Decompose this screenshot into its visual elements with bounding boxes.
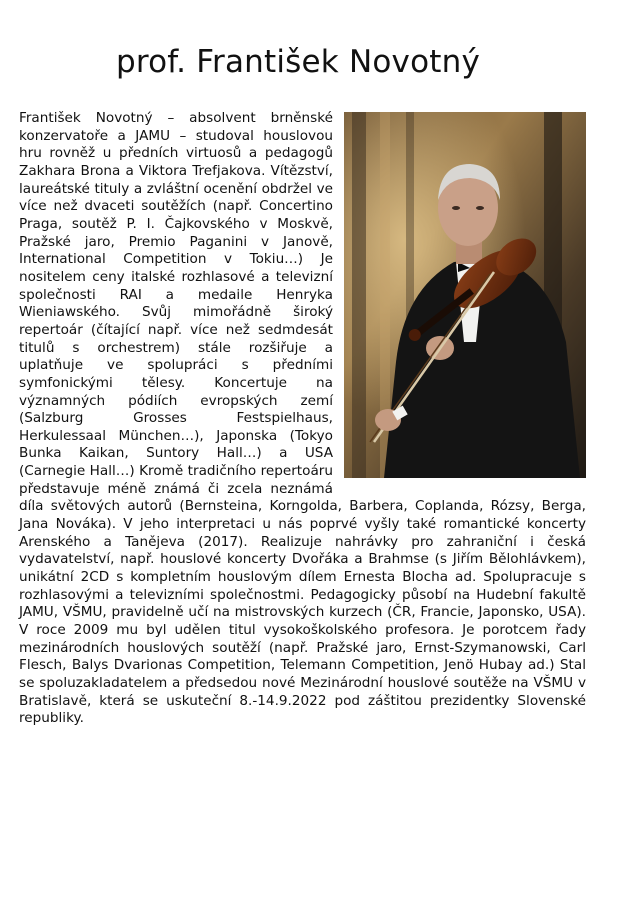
portrait-illustration	[344, 112, 586, 478]
violinist-portrait-photo	[344, 112, 586, 478]
biography-text-block	[19, 110, 586, 728]
page-title: prof. František Novotný	[115, 44, 481, 80]
biography-paragraph: František Novotný – absolvent brněnské konzervatoře a JAMU – studoval houslovou hru rovněž u předních virtuosů a pedagogů Zakhara Brona a Viktora Trefjakova. Vítězství, laureátské tituly a zvláštní ocenění obdržel ve více než dvaceti soutěžích (např. Concertino Praga, soutěž P. I. Čajkovského v Moskvě, Pražské jaro, Premio Paganini v Janově, International Competition v Tokiu…) Je nositelem ceny italské rozhlasové a televizní společnosti RAI a medaile Henryka Wieniawského. Svůj mimořádně široký repertoár (čítající např. více než sedmdesát titulů s orchestrem) stále rozšiřuje a uplatňuje ve spolupráci s předními symfonickými tělesy. Koncertuje na významných pódiích evropských zemí (Salzburg Grosses Festspielhaus, Herkulessaal München…), Japonska (Tokyo Bunka Kaikan, Suntory Hall…) a USA (Carnegie Hall…) Kromě tradičního repertoáru představuje méně známá či zcela neznámá díla světových autorů (Bernsteina, Korngolda, Barbera, Coplanda, Rózsy, Berga, Jana Nováka). V jeho interpretaci u nás poprvé vyšly také romantické koncerty Arenského a Taněјeva (2017). Realizuje nahrávky pro zahraniční i česká vydavatelství, např. houslové koncerty Dvořáka a Brahmse (s Jiřím Bělohlávkem), unikátní 2CD s kompletním houslovým dílem Ernesta Blocha ad. Spolupracuje s rozhlasovými a televizními společnostmi. Pedagogicky působí na Hudební fakultě JAMU, VŠMU, pravidelně učí na mistrovských kurzech (ČR, Francie, Japonsko, USA). V roce 2009 mu byl udělen titul vysokoškolského profesora. Je porotcem řady mezinárodních houslových soutěží (např. Pražské jaro, Ernst-Szymanowski, Carl Flesch, Balys Dvarionas Competition, Telemann Competition, Jenö Hubay ad.) Stal se spoluzakladatelem a předsedou nové Mezinárodní houslové soutěže na VŠMU v Bratislavě, která se uskuteční 8.-14.9.2022 pod záštitou prezidentky Slovenské republiky.	[19, 110, 586, 727]
